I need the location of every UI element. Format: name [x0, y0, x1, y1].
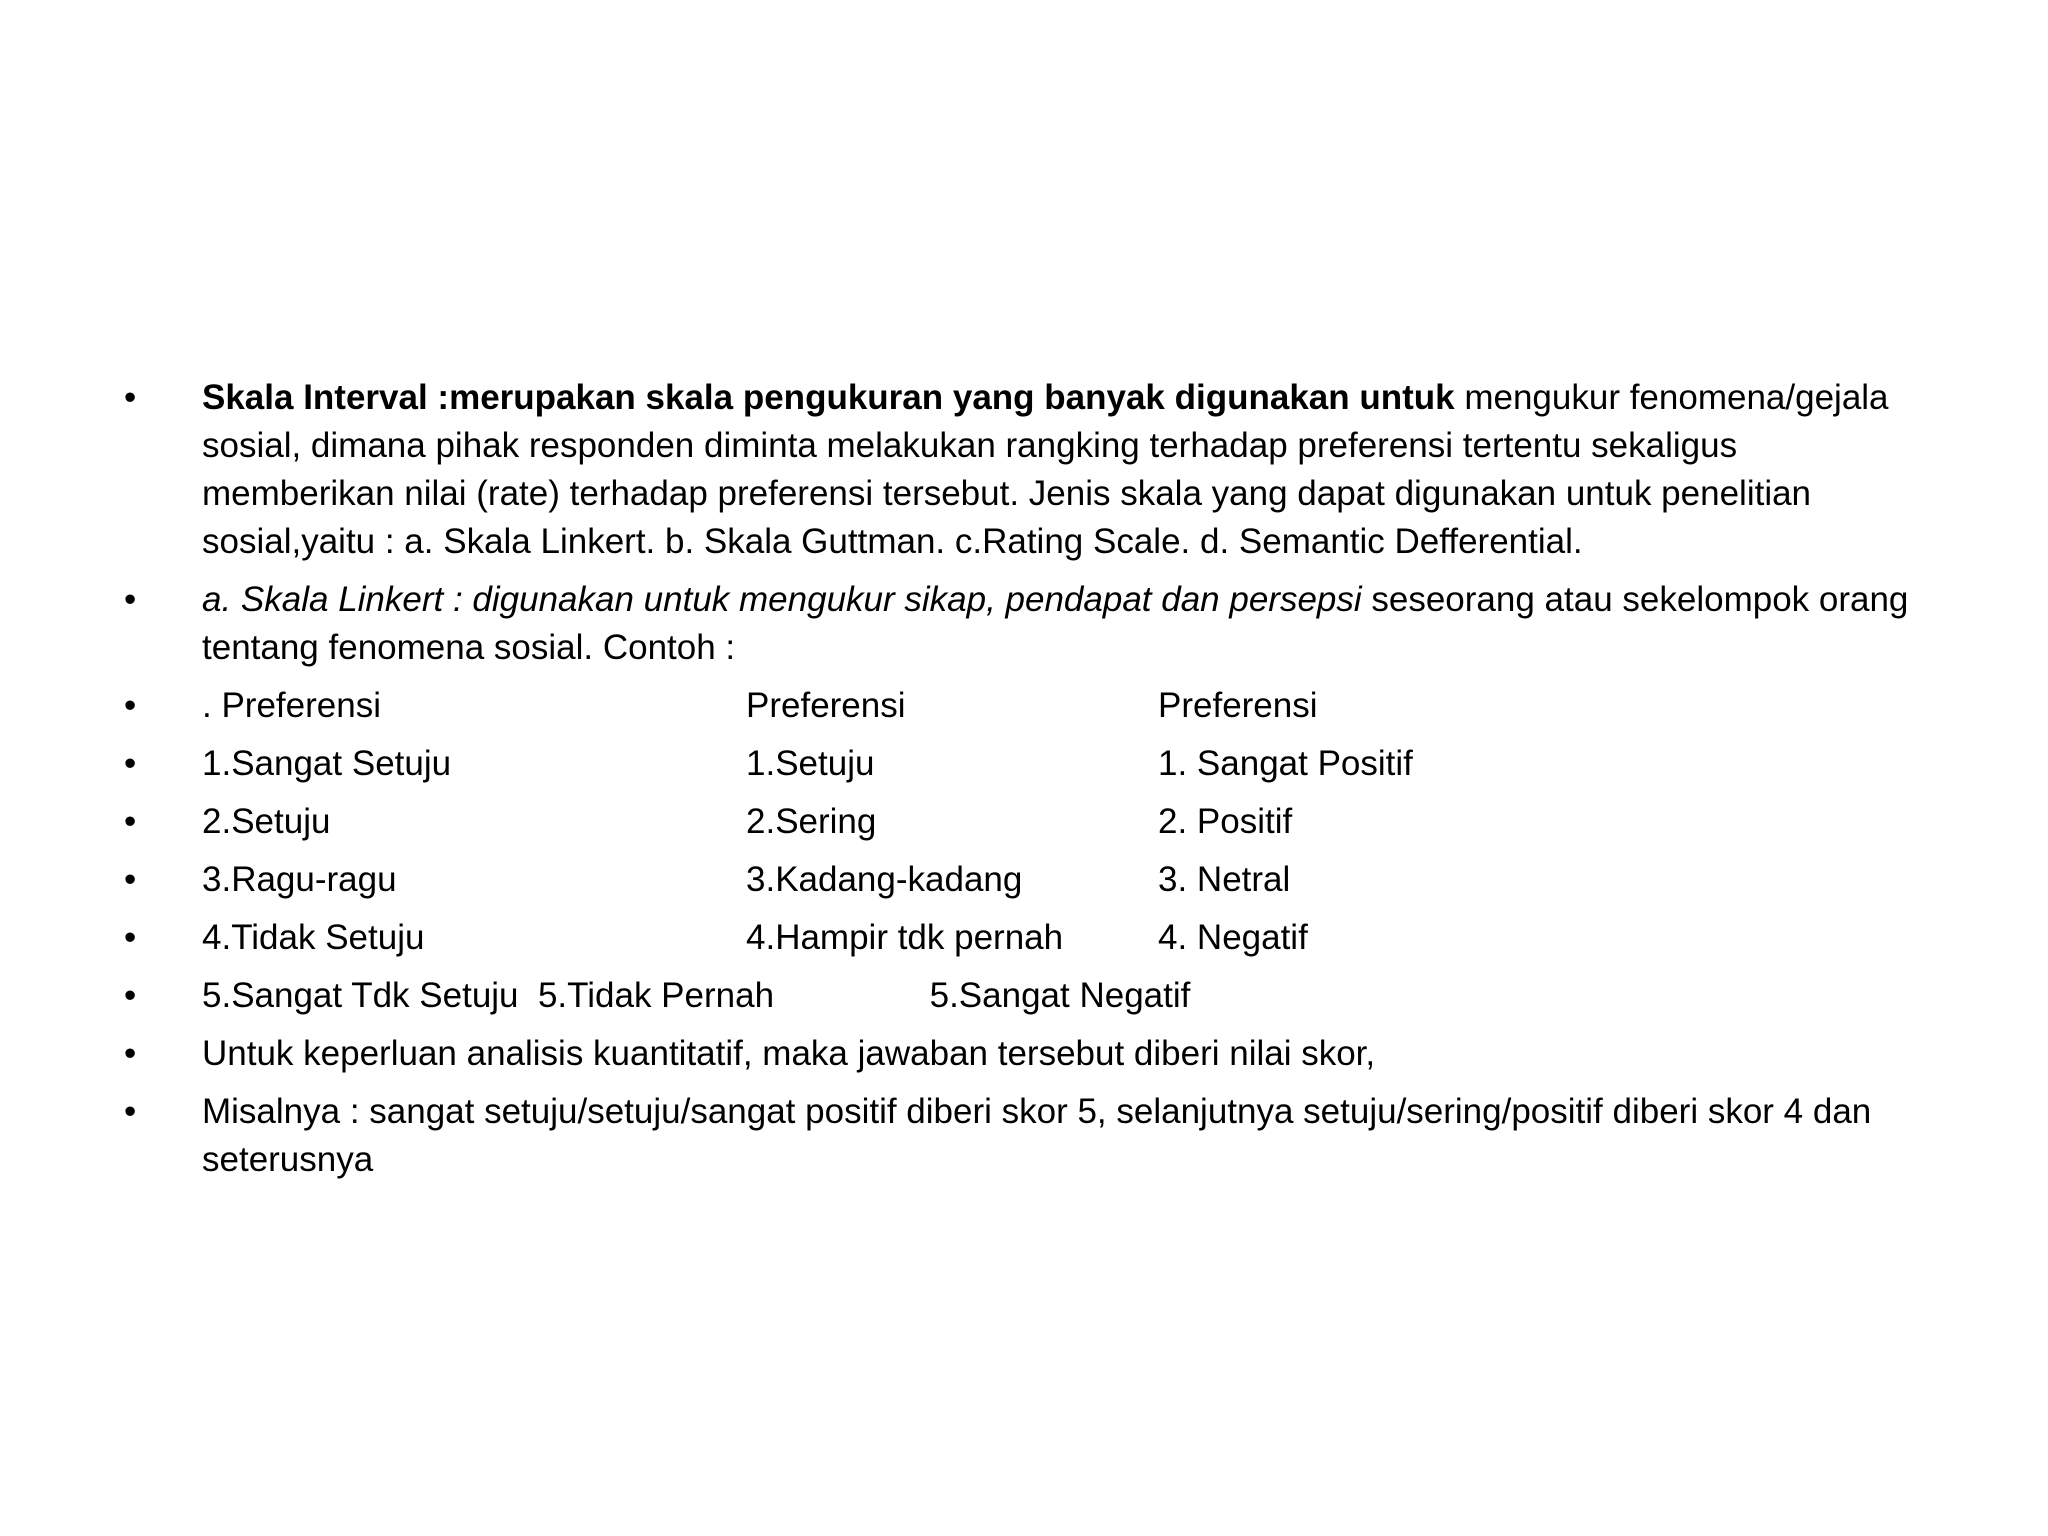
bullet-skala-interval: [118, 374, 1938, 566]
bullet-dot: •: [124, 686, 137, 725]
table-cell: 2.Setuju: [202, 802, 331, 841]
bullet-dot: •: [124, 918, 137, 957]
bullet-dot: •: [124, 1034, 137, 1073]
bullet-list: [118, 374, 1938, 1194]
interval-bold-text: Skala Interval :merupakan skala pengukuran yang banyak digunakan untuk: [202, 378, 1455, 417]
table-last-row-text: 5.Sangat Tdk Setuju 5.Tidak Pernah 5.Sangat Negatif: [202, 976, 1191, 1015]
table-cell: 3.Ragu-ragu: [202, 860, 397, 899]
linkert-italic-text: a. Skala Linkert : digunakan untuk mengukur sikap, pendapat dan persepsi: [202, 580, 1362, 619]
table-cell: 1.Sangat Setuju: [202, 744, 452, 783]
table-cell: 3. Netral: [1158, 860, 1291, 899]
bullet-dot: •: [124, 802, 137, 841]
table-header-row: [118, 682, 1938, 730]
analysis-text: Untuk keperluan analisis kuantitatif, maka jawaban tersebut diberi nilai skor,: [202, 1034, 1376, 1073]
table-cell: 4.Hampir tdk pernah: [746, 918, 1064, 957]
table-cell: 4. Negatif: [1158, 918, 1308, 957]
bullet-skala-linkert: [118, 576, 1938, 672]
table-cell: 4.Tidak Setuju: [202, 918, 425, 957]
linkert-text: seseorang atau sekelompok orang tentang fenomena sosial. Contoh :: [202, 580, 1909, 667]
table-row: [118, 914, 1938, 962]
header-col-3: Preferensi: [1158, 686, 1318, 725]
table-row: [118, 856, 1938, 904]
interval-text: mengukur fenomena/gejala sosial, dimana pihak responden diminta melakukan rangking terhadap preferensi tertentu sekaligus memberikan nilai (rate) terhadap preferensi tersebut. Jenis skala yang dapat digunakan untuk penelitian sosial,yaitu : a. Skala Linkert. b. Skala Guttman. c.Rating Scale. d. Semantic Defferential.: [202, 378, 1889, 561]
bullet-dot: •: [124, 976, 137, 1015]
bullet-dot: •: [124, 1092, 137, 1131]
header-col-1: . Preferensi: [202, 686, 381, 725]
bullet-analysis: [118, 1030, 1938, 1078]
bullet-dot: •: [124, 378, 137, 417]
table-cell: 2.Sering: [746, 802, 877, 841]
example-text: Misalnya : sangat setuju/setuju/sangat positif diberi skor 5, selanjutnya setuju/sering/positif diberi skor 4 dan seterusnya: [202, 1092, 1872, 1179]
table-row: [118, 740, 1938, 788]
table-last-row: [118, 972, 1938, 1020]
bullet-dot: •: [124, 580, 137, 619]
table-cell: 2. Positif: [1158, 802, 1293, 841]
header-col-2: Preferensi: [746, 686, 906, 725]
bullet-dot: •: [124, 860, 137, 899]
table-cell: 3.Kadang-kadang: [746, 860, 1023, 899]
table-row: [118, 798, 1938, 846]
table-cell: 1. Sangat Positif: [1158, 744, 1413, 783]
table-cell: 1.Setuju: [746, 744, 875, 783]
bullet-example: [118, 1088, 1938, 1184]
bullet-dot: •: [124, 744, 137, 783]
